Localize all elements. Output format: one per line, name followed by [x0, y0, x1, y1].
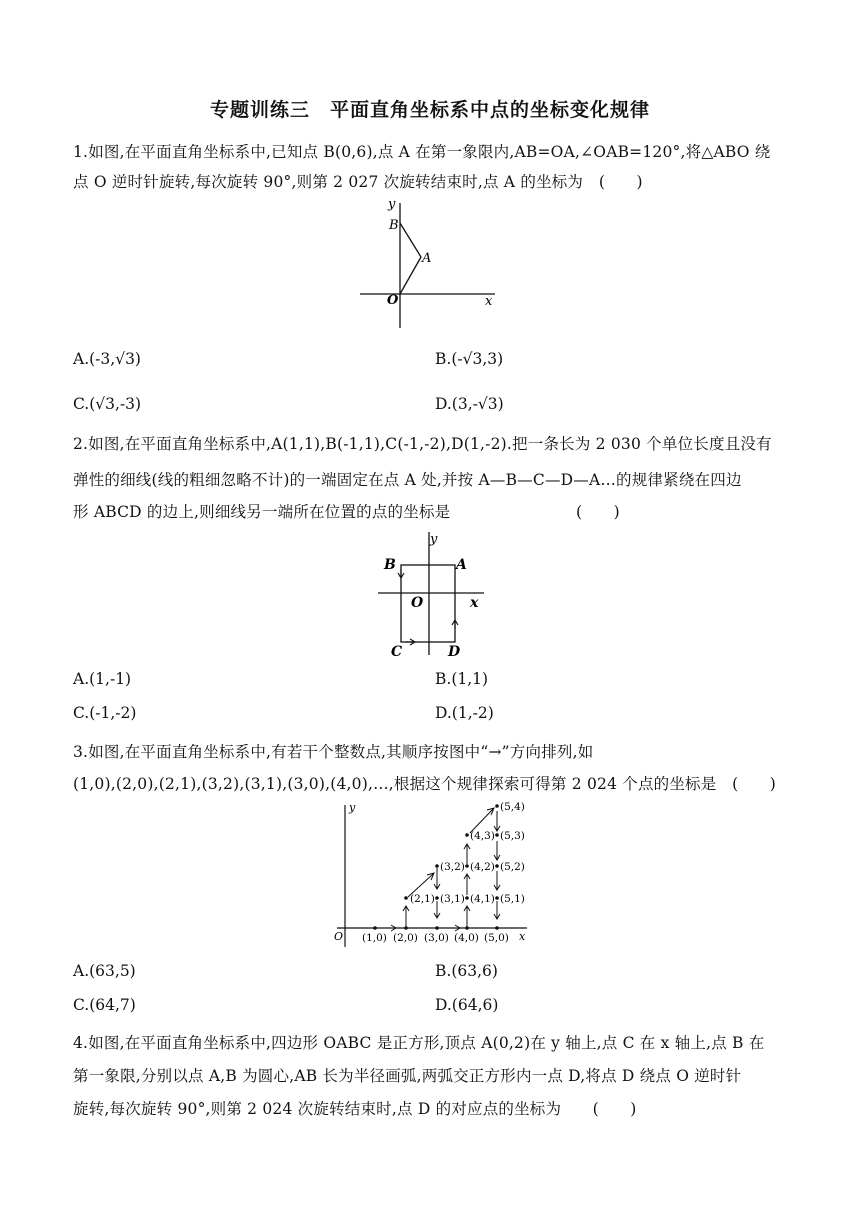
q2-y-label: y [430, 532, 438, 547]
q3-dot-4-1 [465, 896, 469, 900]
q3-arrow-54-53 [494, 811, 500, 831]
q1-figure [355, 195, 505, 330]
q2-point-c: C [391, 644, 403, 660]
q2-point-b: B [384, 557, 396, 573]
q1-triangle [400, 223, 421, 294]
q3-figure [325, 797, 535, 952]
q2-line1: 2.如图,在平面直角坐标系中,A(1,1),B(-1,1),C(-1,-2),D(1,-2).把一条长为 2 030 个单位长度且没有 [73, 435, 772, 453]
q1-option-b[interactable]: B.(-√3,3) [435, 350, 504, 368]
q3-dot-4-0 [465, 926, 469, 930]
q3-label-2-1: (2,1) [410, 893, 435, 905]
q3-option-d[interactable]: D.(64,6) [435, 996, 499, 1014]
q2-option-a[interactable]: A.(1,-1) [73, 670, 132, 688]
q3-arrow-1-2 [378, 925, 396, 931]
q2-rectangle [401, 565, 455, 642]
q3-label-2-0: (2,0) [393, 932, 418, 944]
q1-y-label: y [388, 197, 396, 212]
q3-label-3-1: (3,1) [440, 893, 465, 905]
q3-arrow-41-42 [464, 874, 470, 895]
q2-arrow-down [398, 569, 404, 578]
q2-option-b[interactable]: B.(1,1) [435, 670, 489, 688]
q3-label-5-1: (5,1) [500, 893, 525, 905]
q1-option-a[interactable]: A.(-3,√3) [73, 350, 141, 368]
q1-x-label: x [485, 294, 493, 309]
q1-point-a: A [422, 251, 432, 266]
q3-dot-5-0 [495, 926, 499, 930]
q3-label-3-2: (3,2) [440, 861, 465, 873]
q2-arrow-up [452, 620, 458, 629]
q2-figure [370, 527, 490, 662]
q3-dot-1-0 [373, 926, 377, 930]
q3-arrow-30-40 [445, 925, 460, 931]
q3-x-label: x [519, 930, 526, 943]
q3-label-4-0: (4,0) [454, 932, 479, 944]
q3-dot-5-3 [495, 833, 499, 837]
q3-label-5-2: (5,2) [500, 861, 525, 873]
q2-x-label: x [470, 595, 479, 611]
q4-line3: 旋转,每次旋转 90°,则第 2 024 次旋转结束时,点 D 的对应点的坐标为 ( ) [73, 1100, 637, 1118]
q3-dot-2-1 [404, 896, 408, 900]
q3-dot-3-0 [435, 926, 439, 930]
q1-point-b: B [389, 218, 399, 233]
q2-arrow-right [406, 639, 415, 645]
q4-line1: 4.如图,在平面直角坐标系中,四边形 OABC 是正方形,顶点 A(0,2)在 y 轴上,点 C 在 x 轴上,点 B 在 [73, 1034, 765, 1052]
q1-option-d[interactable]: D.(3,-√3) [435, 395, 504, 413]
q2-origin: O [411, 595, 424, 611]
q3-dot-4-2 [465, 864, 469, 868]
q3-label-4-1: (4,1) [470, 893, 495, 905]
q1-line2: 点 O 逆时针旋转,每次旋转 90°,则第 2 027 次旋转结束时,点 A 的坐标为 ( ) [73, 173, 643, 191]
q2-point-a: A [456, 557, 467, 573]
q3-label-4-2: (4,2) [470, 861, 495, 873]
q3-option-a[interactable]: A.(63,5) [73, 962, 136, 980]
q3-dot-5-2 [495, 864, 499, 868]
q1-option-c[interactable]: C.(√3,-3) [73, 395, 142, 413]
q3-option-c[interactable]: C.(64,7) [73, 996, 136, 1014]
q3-label-4-3: (4,3) [470, 830, 495, 842]
q2-option-d[interactable]: D.(1,-2) [435, 704, 494, 722]
q3-dot-2-0 [404, 926, 408, 930]
q3-arrow-40-41 [464, 906, 470, 927]
q3-label-5-3: (5,3) [500, 830, 525, 842]
q3-label-3-0: (3,0) [424, 932, 449, 944]
q3-arrow-53-52 [494, 841, 500, 860]
q3-line1: 3.如图,在平面直角坐标系中,有若干个整数点,其顺序按图中“→”方向排列,如 [73, 743, 594, 761]
q1-line1: 1.如图,在平面直角坐标系中,已知点 B(0,6),点 A 在第一象限内,AB=OA,∠OAB=120°,将△ABO 绕 [73, 143, 771, 161]
q3-arrow-20-21 [403, 906, 409, 927]
q3-dot-3-2 [435, 864, 439, 868]
page-title: 专题训练三 平面直角坐标系中点的坐标变化规律 [209, 99, 650, 121]
q3-dot-4-3 [465, 833, 469, 837]
q3-line2: (1,0),(2,0),(2,1),(3,2),(3,1),(3,0),(4,0),…,根据这个规律探索可得第 2 024 个点的坐标是 ( ) [73, 775, 777, 793]
q3-option-b[interactable]: B.(63,6) [435, 962, 498, 980]
q2-point-d: D [448, 644, 461, 660]
q3-label-5-4: (5,4) [500, 801, 525, 813]
q3-arrow-52-51 [494, 871, 500, 890]
q3-dot-5-4 [495, 804, 499, 808]
q3-label-5-0: (5,0) [484, 932, 509, 944]
q2-line2: 弹性的细线(线的粗细忽略不计)的一端固定在点 A 处,并按 A—B—C—D—A…的规律紧绕在四边 [73, 471, 742, 489]
q3-origin: O [334, 930, 344, 943]
q3-dot-5-1 [495, 896, 499, 900]
q1-origin: O [387, 293, 399, 308]
q4-line2: 第一象限,分别以点 A,B 为圆心,AB 长为半径画弧,两弧交正方形内一点 D,将点 D 绕点 O 逆时针 [73, 1067, 742, 1085]
q3-dot-3-1 [435, 896, 439, 900]
q2-line3: 形 ABCD 的边上,则细线另一端所在位置的点的坐标是 ( ) [73, 503, 620, 521]
q2-option-c[interactable]: C.(-1,-2) [73, 704, 137, 722]
q3-y-label: y [349, 801, 356, 814]
q3-label-1-0: (1,0) [362, 932, 387, 944]
